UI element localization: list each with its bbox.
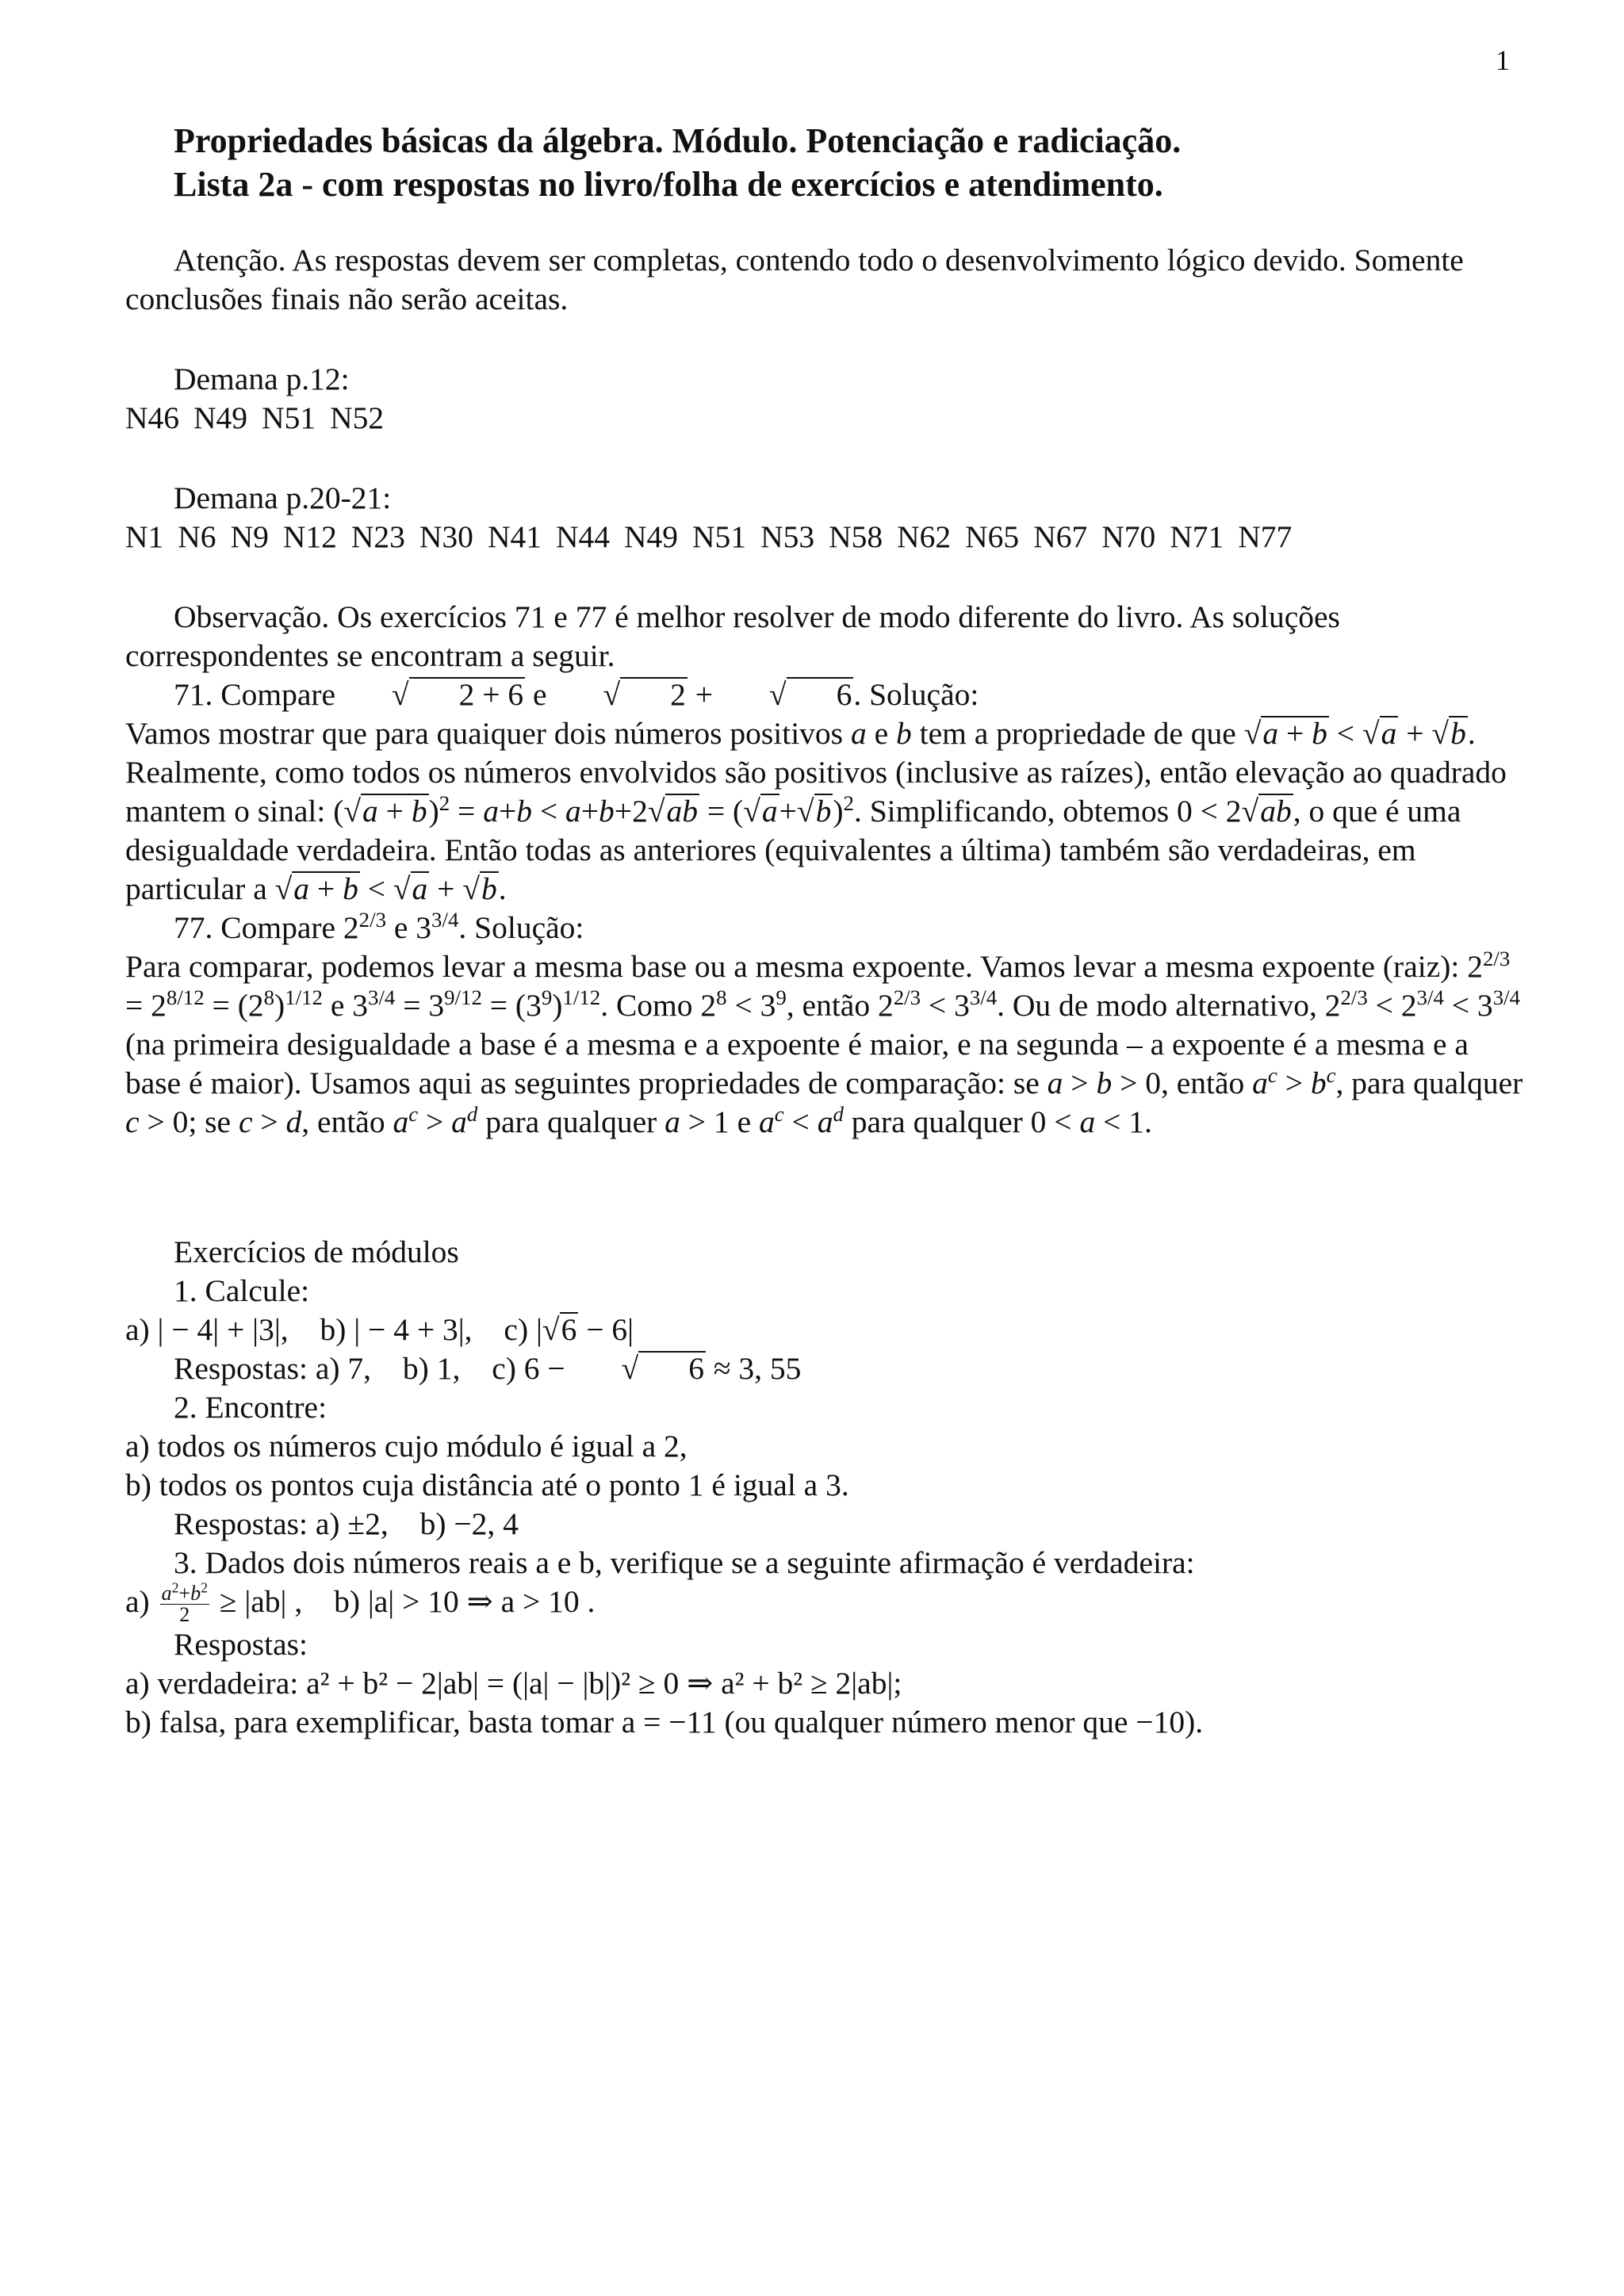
exercise-77-solution: Para comparar, podemos levar a mesma base ou a mesma expoente. Vamos levar a mesma expoente (raiz): $2^{2/3} = 2^{8/12} = (2^8)^{1/12}$ e $3^{3/4} = 3^{9/12} = (3^9)^{1/12}$. Como $2^8 < 3^9$, então $2^{2/3} < 3^{3/4}$. Ou de modo alternativo, $2^{2/3} < 2^{3/4} < 3^{3/4}$ (na primeira desigualdade a base é a mesma e a expoente é maior, e na segunda – a expoente é a mesma e a base é maior). Usamos aqui as seguintes propriedades de comparação: se a > b > 0, então $a^c > b^c$, para qualquer c > 0; se c > d, então $a^c > a^d$ para qualquer a > 1 e $a^c < a^d$ para qualquer 0 < a < 1. [125,946,1523,1139]
section-1-heading: Demana p.12: [174,362,350,396]
exercise-code: N12 [282,519,337,554]
exercise-code: N30 [419,519,473,554]
exercise-code: N23 [350,519,405,554]
exercise-code: N51 [262,400,316,435]
ex77-text-1: Para comparar, podemos levar a mesma base ou a mesma expoente. Vamos levar a mesma expoente (raiz): [125,949,1460,984]
q3-answers-heading: Respostas: [174,1627,308,1663]
section-1-list [125,399,1524,438]
q1-answers: Respostas: a) 7, b) 1, c) 6 − √ 6 ≈ 3, 55 [174,1351,802,1386]
q1-answer-b: b) 1, [402,1351,461,1386]
q3-fraction: $\frac{a^2+b^2}{2}$ [161,1579,208,1627]
section-2-list [125,518,1524,557]
ex77-compare-label: 77. Compare [174,910,336,945]
q3-answer-a: a) verdadeira: a² + b² − 2|ab| = (|a| − |b|)² ≥ 0 ⇒ a² + b² ≥ 2|ab|; [125,1666,902,1701]
exercise-code: N65 [965,519,1020,554]
q3-a-suffix: ≥ |ab| , [219,1584,303,1619]
exercise-code: N71 [1170,519,1224,554]
q2-b: b) todos os pontos cuja distância até o ponto 1 é igual a 3. [125,1468,849,1502]
q2-answer-a: Respostas: a) ±2, [174,1506,389,1541]
ex77-text-9: , então [301,1104,385,1139]
exercise-code: N9 [230,519,269,554]
ex71-text-2: tem a propriedade de que [919,716,1236,751]
ex77-text-8: ; se [188,1104,232,1139]
ex71-text-4: Simplificando, obtemos [869,794,1170,828]
page-number: 1 [1496,44,1510,76]
ex77-text-10: para qualquer [485,1104,657,1139]
ex71-and: e [533,677,547,712]
ex71-compare-label: 71. Compare [174,677,336,712]
exercise-code: N6 [178,519,216,554]
q3-b: b) |a| > 10 ⇒ a > 10 . [334,1584,596,1619]
q3-a-prefix: a) [125,1584,150,1619]
exercise-77-heading: 77. Compare $2^{2/3}$ e $3^{3/4}$. Solução: [174,907,584,945]
q2-a: a) todos os números cujo módulo é igual a 2, [125,1429,688,1464]
q1-b: b) | − 4 + 3|, [320,1312,473,1347]
q3-items [125,1579,1524,1627]
ex71-text-5: , o que é uma desigualdade verdadeira. Então todas as anteriores (equivalentes a última) também são verdadeiras, em particular a [125,794,1461,906]
q2-answers [125,1505,1524,1544]
ex77-text-6: , então [1160,1066,1245,1100]
exercise-code: N70 [1101,519,1156,554]
ex77-and: e [393,910,408,945]
ex77-text-2: Como [615,988,693,1023]
q2-title: 2. Encontre: [174,1390,327,1425]
ex77-text-11: e [737,1104,752,1139]
document-title [174,119,1524,206]
exercise-code: N67 [1033,519,1088,554]
document-body [125,119,1524,1742]
q1-c-suffix: − 6| [586,1312,634,1347]
ex71-text-3: Realmente, como todos os números envolvidos são positivos (inclusive as raízes), então elevação ao quadrado mantem o sinal: [125,755,1507,828]
q1-title: 1. Calcule: [174,1273,310,1308]
modules-heading: Exercícios de módulos [174,1234,459,1269]
ex77-text-7: , para qualquer [1335,1066,1523,1100]
exercise-code: N46 [125,400,180,435]
exercise-code: N58 [829,519,883,554]
exercise-code: N53 [760,519,815,554]
ex77-text-5: (na primeira desigualdade a base é a mesma e a expoente é maior, e na segunda – a expoente é a mesma e a base é maior). Usamos aqui as seguintes propriedades de comparação: se [125,1027,1469,1100]
q1-answer-a: Respostas: a) 7, [174,1351,372,1386]
exercise-code: N51 [692,519,747,554]
exercise-code: N49 [624,519,679,554]
q2-answer-b: b) −2, 4 [419,1506,519,1541]
exercise-71-heading: 71. Compare √ 2 + 6 e √ 2 + √ 6. Solução: [174,677,979,712]
exercise-71-solution: Vamos mostrar que para quaiquer dois números positivos a e b tem a propriedade de que √a + b < √a + √b. Realmente, como todos os números envolvidos são positivos (inclusive as raízes), então elevação ao quadrado mantem o sinal: $(√a + b)^2 = a+b < a+b+2√ab = (√a+√b)^2$. Simplificando, obtemos 0 < 2√ab, o que é uma desigualdade verdadeira. Então todas as anteriores (equivalentes a última) também são verdadeiras, em particular a √a + b < √a + √b. [125,716,1507,906]
title-line-2: Lista 2a - com respostas no livro/folha de exercícios e atendimento. [174,165,1163,204]
exercise-code: N49 [193,400,248,435]
title-line-1: Propriedades básicas da álgebra. Módulo. Potenciação e radiciação. [174,121,1182,160]
exercise-code: N62 [897,519,952,554]
ex71-solution-label: Solução: [869,677,979,712]
ex77-solution-label: Solução: [474,910,584,945]
q1-a: a) | − 4| + |3|, [125,1312,289,1347]
q1-answer-c-prefix: c) 6 − [492,1351,565,1386]
q1-items: a) | − 4| + |3|, b) | − 4 + 3|, c) |√6 − 6| [125,1312,634,1347]
ex77-text-3: , então [786,988,871,1023]
exercise-code: N1 [125,519,164,554]
ex77-text-4: . Ou de modo alternativo, [997,988,1317,1023]
q3-title: 3. Dados dois números reais a e b, verifique se a seguinte afirmação é verdadeira: [174,1545,1195,1580]
exercise-code: N77 [1238,519,1293,554]
exercise-code: N41 [487,519,542,554]
attention-paragraph: Atenção. As respostas devem ser completas, contendo todo o desenvolvimento lógico devido. Somente conclusões finais não serão aceitas. [125,243,1464,316]
exercise-code: N44 [555,519,610,554]
ex77-text-12: para qualquer [851,1104,1023,1139]
observation-paragraph: Observação. Os exercícios 71 e 77 é melhor resolver de modo diferente do livro. As soluções correspondentes se encontram a seguir. [125,599,1340,673]
q3-answer-b: b) falsa, para exemplificar, basta tomar a = −11 (ou qualquer número menor que −10). [125,1705,1204,1740]
q1-c-prefix: c) | [504,1312,542,1347]
section-2-heading: Demana p.20-21: [174,480,392,515]
q1-answer-c-suffix: ≈ 3, 55 [713,1351,802,1386]
exercise-code: N52 [330,400,385,435]
ex71-text-1: Vamos mostrar que para quaiquer dois números positivos [125,716,844,751]
